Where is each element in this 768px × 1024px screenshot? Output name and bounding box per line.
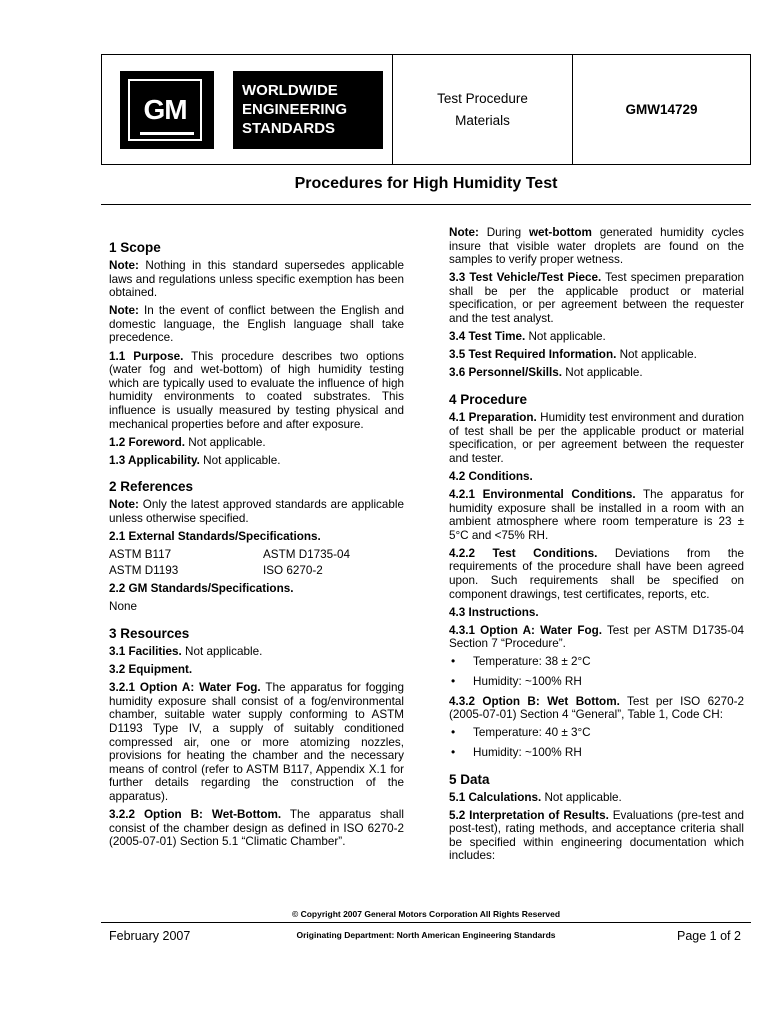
paragraph: 4.1 Preparation. Humidity test environment and duration of test shall be per the applicable product or material specification, or per agreement between the requester and tester. <box>449 410 744 465</box>
paragraph: 3.3 Test Vehicle/Test Piece. Test specimen preparation shall be per the applicable product or material specification, or per agreement between the requester and the test analyst. <box>449 271 744 326</box>
paragraph: None <box>109 600 137 614</box>
document-type <box>393 55 572 164</box>
reference-list <box>109 548 404 577</box>
footer-rule <box>101 922 751 923</box>
bullet-item: • Humidity: ~100% RH <box>449 746 744 760</box>
title-rule <box>101 204 751 205</box>
subheading: 3.2 Equipment. <box>109 663 193 677</box>
subheading: 2.2 GM Standards/Specifications. <box>109 582 294 596</box>
section-heading: 1 Scope <box>109 240 161 255</box>
reference-item: ASTM B117 <box>109 548 172 562</box>
left-column <box>109 226 404 853</box>
footer-page-number: Page 1 of 2 <box>677 929 741 943</box>
worldwide-engineering-standards-logo <box>233 71 383 149</box>
paragraph: 1.2 Foreword. Not applicable. <box>109 435 266 449</box>
bullet-item: • Temperature: 38 ± 2°C <box>449 655 744 669</box>
bullet-item: • Humidity: ~100% RH <box>449 675 744 689</box>
test-procedure-label: Test Procedure <box>437 90 528 106</box>
paragraph: 3.2.1 Option A: Water Fog. The apparatus for fogging humidity exposure shall consist of a fog/environmental chamber, suitable water supply conforming to ASTM D1193 Type IV, a supply of suitably conditioned compressed air, one or more atomizing nozzles, provisions for heating the chamber and the necessary means of control (refer to ASTM B117, Appendix X.1 for further details regarding the construction of the apparatus). <box>109 681 404 803</box>
materials-label: Materials <box>455 112 510 128</box>
paragraph: Note: In the event of conflict between the English and domestic language, the English language shall take precedence. <box>109 304 404 345</box>
section-heading: 5 Data <box>449 771 490 787</box>
header-box <box>101 54 751 165</box>
paragraph: 3.5 Test Required Information. Not applicable. <box>449 348 697 362</box>
page-title: Procedures for High Humidity Test <box>294 175 558 192</box>
paragraph: 3.6 Personnel/Skills. Not applicable. <box>449 366 643 380</box>
paragraph: Note: During wet-bottom generated humidity cycles insure that visible water droplets are found on the samples to verify proper wetness. <box>449 226 744 267</box>
paragraph: 4.3.2 Option B: Wet Bottom. Test per ISO 6270-2 (2005-07-01) Section 4 “General”, Table 1, Code CH: <box>449 694 744 722</box>
footer-date: February 2007 <box>109 929 191 943</box>
paragraph: 3.4 Test Time. Not applicable. <box>449 330 606 344</box>
gm-logo <box>120 71 214 149</box>
section-heading: 4 Procedure <box>449 391 528 407</box>
paragraph: Note: Nothing in this standard supersedes applicable laws and regulations unless specific exemption has been obtained. <box>109 259 404 300</box>
bullet-item: • Temperature: 40 ± 3°C <box>449 726 744 740</box>
gm-logo-text: GM <box>143 94 187 125</box>
paragraph: 3.2.2 Option B: Wet-Bottom. The apparatus shall consist of the chamber design as defined in ISO 6270-2 (2005-07-01) Section 5.1 “Climatic Chamber”. <box>109 808 404 849</box>
copyright-notice: © Copyright 2007 General Motors Corporation All Rights Reserved <box>291 909 561 919</box>
paragraph: 5.2 Interpretation of Results. Evaluations (pre-test and post-test), rating methods, and acceptance criteria shall be specified within engineering documentation which includes: <box>449 808 744 863</box>
subheading: 4.2 Conditions. <box>449 469 533 483</box>
reference-item: ISO 6270-2 <box>263 563 323 577</box>
reference-item: ASTM D1735-04 <box>263 548 351 562</box>
paragraph: Note: Only the latest approved standards are applicable unless otherwise specified. <box>109 498 404 525</box>
paragraph: 1.1 Purpose. This procedure describes two options (water fog and wet-bottom) of high humidity testing which are typically used to evaluate the influence of high humidity environments to coated substrates. This influence is usually measured by testing physical and mechanical properties before and after exposure. <box>109 349 404 431</box>
right-column <box>449 226 744 867</box>
logo-line: ENGINEERING <box>242 101 348 118</box>
paragraph: 3.1 Facilities. Not applicable. <box>109 644 263 658</box>
document-number: GMW14729 <box>625 102 698 117</box>
logo-line: WORLDWIDE <box>242 82 338 99</box>
subheading: 4.3 Instructions. <box>449 605 539 619</box>
paragraph: 4.2.1 Environmental Conditions. The apparatus for humidity exposure shall be installed in a room with an ambient atmosphere where room temperature is 23 ± 5°C and <75% RH. <box>449 487 744 542</box>
paragraph: 5.1 Calculations. Not applicable. <box>449 790 622 804</box>
paragraph: 4.2.2 Test Conditions. Deviations from the requirements of the procedure shall have been agreed upon. Such requirements shall be specified on component drawings, test certificates, reports, etc. <box>449 546 745 601</box>
section-heading: 3 Resources <box>109 625 190 641</box>
section-heading: 2 References <box>109 479 194 495</box>
footer-department: Originating Department: North American Engineering Standards <box>296 930 556 940</box>
reference-item: ASTM D1193 <box>109 563 179 577</box>
paragraph: 1.3 Applicability. Not applicable. <box>109 453 281 467</box>
subheading: 2.1 External Standards/Specifications. <box>109 530 321 543</box>
paragraph: 4.3.1 Option A: Water Fog. Test per ASTM D1735-04 Section 7 “Procedure”. <box>449 623 744 651</box>
logo-line: STANDARDS <box>242 120 336 137</box>
